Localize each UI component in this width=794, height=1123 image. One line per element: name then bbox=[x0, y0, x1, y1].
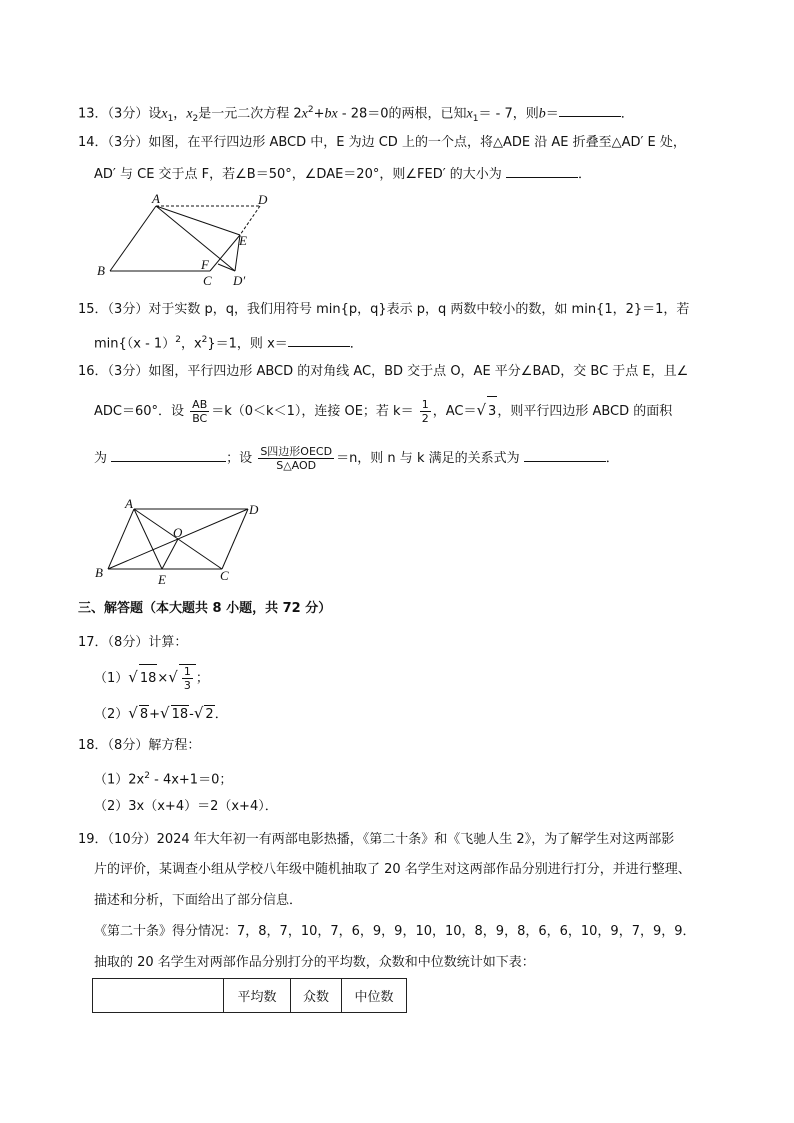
table-header-cell: 中位数 bbox=[342, 979, 407, 1013]
label-B: B bbox=[95, 565, 103, 580]
q15-line2: min{（x - 1）$^2$，$x^2\}=1$，则 x＝ ． bbox=[94, 335, 363, 352]
sqrt-icon: √ bbox=[128, 668, 138, 686]
label-D: D bbox=[249, 502, 259, 517]
sqrt-icon: √ bbox=[160, 704, 170, 722]
segment-OE bbox=[162, 539, 178, 569]
edge-AD-prime bbox=[156, 206, 235, 271]
q16-figure bbox=[90, 495, 275, 590]
table-header-cell: 平均数 bbox=[224, 979, 291, 1013]
sqrt-icon: √ bbox=[128, 704, 138, 722]
q18-part1: $(1)2x^2 - 4x+1=0$； bbox=[94, 771, 233, 788]
answer-blank[interactable] bbox=[288, 333, 350, 347]
answer-blank[interactable] bbox=[524, 448, 606, 462]
q16-line1: 16．（3分）如图，平行四边形 ABCD 的对角线 AC，BD 交于点 O，AE 平分∠BAD，交 BC 于点 E，且∠ bbox=[78, 364, 689, 379]
fraction-one-third: $\frac{1}{3}$ bbox=[183, 665, 191, 692]
label-O: O bbox=[173, 525, 183, 540]
sqrt-icon: √ bbox=[168, 668, 178, 686]
segment-F bbox=[218, 264, 235, 271]
label-C: C bbox=[203, 273, 212, 288]
label-A: A bbox=[152, 191, 160, 206]
q19-line5: 抽取的 20 名学生对两部作品分别打分的平均数，众数和中位数统计如下表： bbox=[94, 955, 535, 970]
q19-line2: 片的评价，某调查小组从学校八年级中随机抽取了 20 名学生对这两部作品分别进行打分，并进行整理、 bbox=[94, 862, 691, 877]
label-E: E bbox=[158, 572, 166, 587]
q18-head: 18．（8分）解方程： bbox=[78, 738, 201, 753]
answer-blank[interactable] bbox=[559, 103, 621, 117]
q19-line4: 《第二十条》得分情况：7，8，7，10，7，6，9，9，10，10，8，9，8，6，6，10，9，7，9，9． bbox=[94, 924, 696, 939]
label-E: E bbox=[239, 233, 247, 248]
q18-part2: （2）3x（x+4）＝2（x+4）． bbox=[94, 799, 278, 814]
table-row bbox=[93, 979, 407, 1013]
fold-line-AE bbox=[156, 206, 240, 235]
sqrt-icon: √ bbox=[476, 401, 487, 419]
edge-AB bbox=[110, 206, 156, 271]
q14-line2: AD′ 与 CE 交于点 F，若∠B＝50°，∠DAE＝20°，则∠FED′ 的大小为 ． bbox=[94, 164, 591, 184]
q15-line1: 15．（3分）对于实数 p，q，我们用符号 min{p，q}表示 p，q 两数中较小的数，如 min{1，2}＝1，若 bbox=[78, 302, 690, 317]
fraction-one-half: $\frac{1}{2}$ bbox=[421, 398, 429, 425]
fraction-ab-bc: $\frac{AB}{BC}$ bbox=[192, 398, 208, 425]
answer-blank[interactable] bbox=[111, 448, 226, 462]
section-heading: 三、解答题（本大题共 8 小题，共 72 分） bbox=[78, 601, 332, 616]
q13-line: 13．（3分）设$x_1$，$x_2$是一元二次方程 $2x^2+bx - 28=0$的两根，已知$x_1= - 7$，则b＝ ． bbox=[78, 105, 634, 124]
label-F: F bbox=[201, 257, 209, 272]
q19-line3: 描述和分析，下面给出了部分信息． bbox=[94, 893, 303, 908]
stats-table bbox=[92, 978, 407, 1013]
q16-line2: ADC＝60°．设 $\frac{AB}{BC}$ ＝k（0＜k＜1），连接 OE；若 k＝ $\frac{1}{2}$ ，AC＝√ 3，则平行四边形 ABCD 的面积 bbox=[94, 398, 673, 425]
label-B: B bbox=[97, 263, 105, 278]
q17-part1: （1）√ 18×√ $\frac{1}{3}$ ； bbox=[94, 665, 209, 692]
edge-DE-dashed bbox=[240, 206, 260, 235]
q14-figure bbox=[90, 190, 290, 290]
fraction-area-ratio: $\frac{\text{S四边形OECD}}{\text{S△AOD}}$ bbox=[260, 445, 333, 472]
label-A: A bbox=[125, 496, 133, 511]
q17-head: 17．（8分）计算： bbox=[78, 635, 188, 650]
q16-line3: 为 ；设 $\frac{\text{S四边形OECD}}{\text{S△AOD}}$ ＝n，则 n 与 k 满足的关系式为 ． bbox=[94, 445, 619, 472]
table-header-cell bbox=[93, 979, 224, 1013]
label-D: D bbox=[258, 192, 268, 207]
label-C: C bbox=[220, 568, 229, 583]
q14-line1: 14．（3分）如图，在平行四边形 ABCD 中，E 为边 CD 上的一个点，将△ADE 沿 AE 折叠至△AD′ E 处， bbox=[78, 135, 686, 150]
table-header-cell: 众数 bbox=[291, 979, 342, 1013]
q17-part2: （2）√ 8+√ 18-√ 2． bbox=[94, 704, 228, 722]
label-D-prime: D′ bbox=[233, 273, 246, 288]
q19-line1: 19．（10分）2024 年大年初一有两部电影热播，《第二十条》和《飞驰人生 2》，为了解学生对这两部影 bbox=[78, 832, 675, 847]
sqrt-icon: √ bbox=[193, 704, 204, 722]
answer-blank[interactable] bbox=[506, 164, 578, 178]
